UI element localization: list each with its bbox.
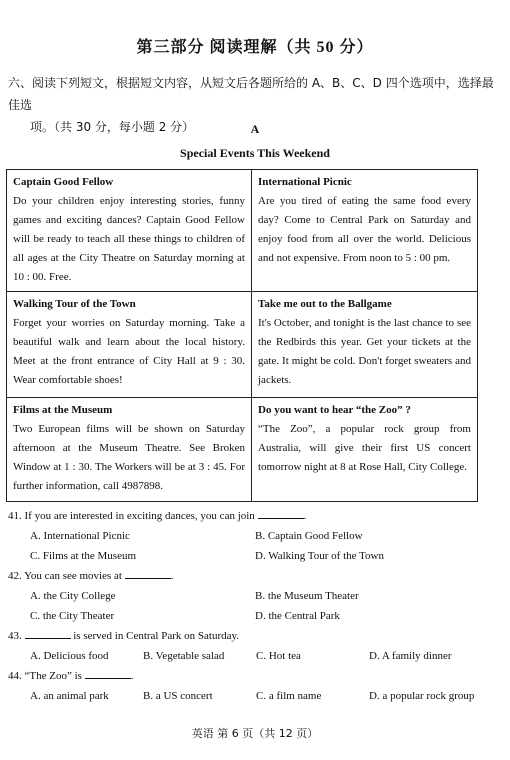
question-number: 42.: [8, 570, 22, 582]
question-44: [8, 666, 502, 686]
question-stem: “The Zoo” is: [24, 670, 82, 682]
option-b[interactable]: B. the Museum Theater: [255, 590, 359, 602]
question-stem-end: .: [303, 510, 307, 522]
questions: [8, 506, 502, 706]
option-c[interactable]: C. the City Theater: [30, 610, 115, 622]
question-stem-end: .: [130, 670, 134, 682]
instruction-line-1: 六、阅读下列短文，根据短文内容，从短文后各题所给的 A、B、C、D 四个选项中，选择最佳选: [8, 76, 494, 112]
option-b[interactable]: B. a US concert: [143, 690, 213, 702]
event-heading: Captain Good Fellow: [13, 176, 114, 188]
event-body: Are you tired of eating the same food every day? Come to Central Park on Saturday and enjoy food from all over the world. Delicious and not expensive. From noon to 5 : 00 pm.: [258, 195, 471, 264]
event-heading: International Picnic: [258, 176, 352, 188]
options-42-cd: [8, 606, 502, 626]
passage-title: Special Events This Weekend: [180, 146, 330, 160]
option-d[interactable]: D. the Central Park: [255, 610, 340, 622]
event-cell-walking-tour: [7, 291, 251, 397]
event-body: Forget your worries on Saturday morning. Take a beautiful walk and learn about the local history. Meet at the front entrance of City Hall at 9 : 30. Wear comfortable shoes!: [13, 317, 245, 386]
question-stem-end: is served in Central Park on Saturday.: [70, 630, 240, 642]
question-stem: If you are interested in exciting dances, you can join: [24, 510, 255, 522]
option-a[interactable]: A. an animal park: [30, 690, 109, 702]
event-body: Two European films will be shown on Saturday afternoon at the Museum Theatre. See Broken Window at 1 : 30. The Workers will be at 3 : 45. For further information, call 4987898.: [13, 423, 245, 492]
events-table: [6, 169, 478, 502]
option-d[interactable]: D. Walking Tour of the Town: [255, 550, 384, 562]
option-c[interactable]: C. Hot tea: [256, 650, 301, 662]
question-number: 44.: [8, 670, 22, 682]
answer-blank[interactable]: [25, 626, 71, 639]
event-heading: Do you want to hear “the Zoo” ?: [258, 404, 411, 416]
event-cell-the-zoo: [251, 397, 477, 501]
event-body: “The Zoo”, a popular rock group from Australia, will give their first US concert tomorrow night at 8 at Rose Hall, City College.: [258, 423, 471, 473]
option-c[interactable]: C. a film name: [256, 690, 322, 702]
options-42: [8, 586, 502, 606]
event-heading: Films at the Museum: [13, 404, 113, 416]
event-body: Do your children enjoy interesting stories, funny games and exciting dances? Captain Good Fellow will be ready to teach all these things to children of all ages at the City Theatre on Saturday morning at 10 : 00. Free.: [13, 195, 245, 283]
question-number: 41.: [8, 510, 22, 522]
question-number: 43.: [8, 630, 22, 642]
event-body: It's October, and tonight is the last chance to see the Redbirds this year. Get your tickets at the gate. It might be cold. Don't forget sweaters and jackets.: [258, 317, 471, 386]
event-heading: Take me out to the Ballgame: [258, 298, 392, 310]
option-b[interactable]: B. Captain Good Fellow: [255, 530, 363, 542]
answer-blank[interactable]: [125, 566, 171, 579]
section-title: 第三部分 阅读理解（共 50 分）: [136, 39, 374, 56]
event-cell-ballgame: [251, 291, 477, 397]
event-cell-captain-good-fellow: [7, 170, 251, 291]
question-42: [8, 566, 502, 586]
question-stem-end: .: [170, 570, 174, 582]
answer-blank[interactable]: [85, 666, 131, 679]
option-b[interactable]: B. Vegetable salad: [143, 650, 225, 662]
question-stem: You can see movies at: [24, 570, 122, 582]
answer-blank[interactable]: [258, 506, 304, 519]
event-cell-international-picnic: [251, 170, 477, 291]
question-43: [8, 626, 502, 646]
options-41: [8, 526, 502, 546]
passage-letter: A: [250, 122, 260, 136]
option-c[interactable]: C. Films at the Museum: [30, 550, 137, 562]
option-a[interactable]: A. the City College: [30, 590, 116, 602]
options-41-cd: [8, 546, 502, 566]
event-heading: Walking Tour of the Town: [13, 298, 136, 310]
option-a[interactable]: A. International Picnic: [30, 530, 130, 542]
page-footer: 英语 第 6 页（共 12 页）: [191, 727, 319, 740]
event-cell-films-museum: [7, 397, 251, 501]
option-d[interactable]: D. A family dinner: [369, 650, 452, 662]
question-41: [8, 506, 502, 526]
options-43: [8, 646, 502, 666]
options-44: [8, 686, 502, 706]
instruction-line-2: 项。（共 30 分，每小题 2 分）: [30, 120, 195, 134]
option-d[interactable]: D. a popular rock group: [369, 690, 475, 702]
option-a[interactable]: A. Delicious food: [30, 650, 109, 662]
